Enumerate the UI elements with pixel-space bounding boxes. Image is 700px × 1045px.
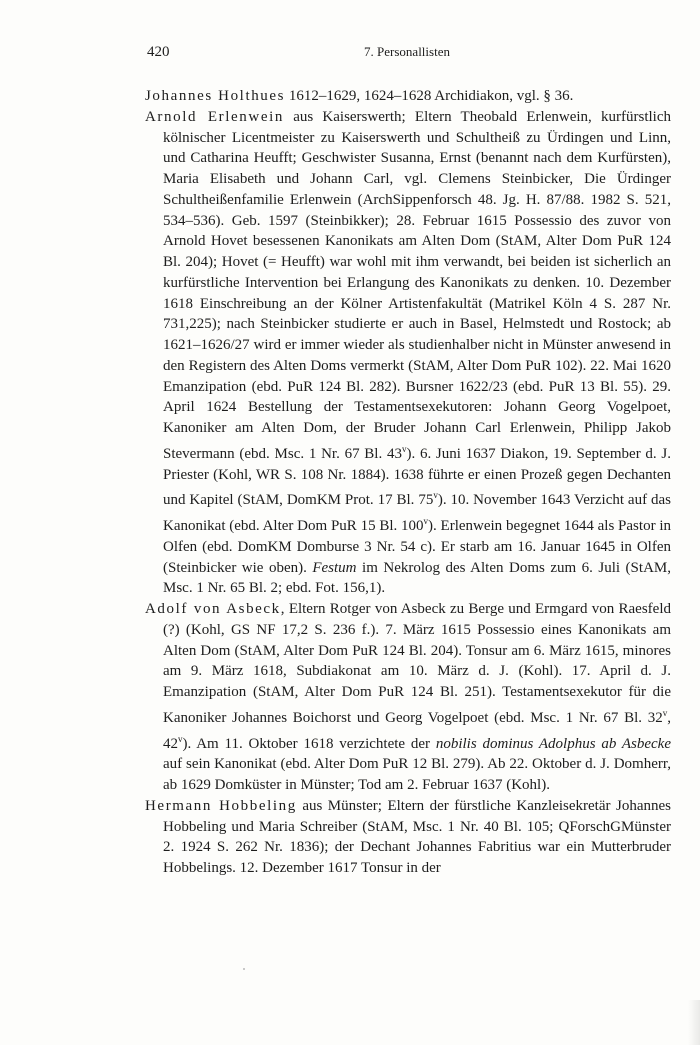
page-header (147, 44, 667, 66)
italic-text: nobilis dominus Adolphus ab Asbecke (435, 735, 671, 752)
scan-speck (243, 968, 245, 970)
entry-text: auf sein Kanonikat (ebd. Alter Dom PuR 12 Bl. 279). Ab 22. Oktober d. J. Domherr, ab 1629 Domküster in Münster; Tod am 2. Februar 1637 (Kohl). (163, 756, 671, 793)
verso-marker: v (423, 516, 429, 526)
entry-text: ). 6. Juni 1637 Diakon, 19. September d. J. Priester (Kohl, WR S. 108 Nr. 1884). 1638 führte er einen Prozeß gegen Dechanten und Kapitel (StAM, DomKM Prot. 17 Bl. 75 (163, 445, 672, 509)
person-name: Hermann Hobbeling (145, 797, 297, 814)
person-entry (145, 796, 671, 879)
entry-text: aus Kaiserswerth; Eltern Theobald Erlenwein, kurfürstlich kölnischer Licentmeister zu Kaiserswerth und Schultheiß zu Ürdingen und Linn, und Catharina Heufft; Geschwister Susanna, Ernst (benannt nach dem Kurfürsten), Maria Elisabeth und Johann Carl, vgl. Clemens Steinbicker, Die Ürdinger Schultheißenfamilie Erlenwein (ArchSippenforsch 48. Jg. H. 87/88. 1982 S. 521, 534–536). Geb. 1597 (Steinbikker); 28. Februar 1615 Possessio des zuvor von Arnold Hovet besessenen Kanonikats am Alten Dom (StAM, Alter Dom PuR 124 Bl. 204); Hovet (= Heufft) war wohl mit ihm verwandt, bei beiden ist sicherlich an kurfürstliche Intervention bei Erlangung des Kanonikats zu denken. 10. Dezember 1618 Einschreibung an der Kölner Artistenfakultät (Matrikel Köln 4 S. 287 Nr. 731,225); nach Steinbicker studierte er auch in Basel, Helmstedt und Rostock; ab 1621–1626/27 wird er immer wieder als studienhalber nicht in Münster anwesend in den Registern des Alten Doms vermerkt (StAM, Alter Dom PuR 102). 22. Mai 1620 Emanzipation (ebd. PuR 124 Bl. 282). Bursner 1622/23 (ebd. PuR 13 Bl. 55). 29. April 1624 Bestellung der Testamentsexekutoren: Johann Georg Vogelpoet, Kanoniker am Alten Dom, der Bruder Johann Carl Erlenwein, Philipp Jakob Stevermann (ebd. Msc. 1 Nr. 67 Bl. 43 (163, 108, 671, 462)
entry-list (145, 86, 671, 879)
italic-text: Festum (312, 559, 357, 576)
person-name: Adolf von Asbeck (145, 601, 281, 617)
entry-text: , Eltern Rotger von Asbeck zu Berge und Ermgard von Raesfeld (?) (Kohl, GS NF 17,2 S. 236 f.). 7. März 1615 Possessio eines Kanonikats am Alten Dom (StAM, Alter Dom PuR 124 Bl. 204). Tonsur am 6. März 1615, minores am 9. März 1618, Subdiakonat am 10. März d. J. (Kohl). 17. April d. J. Emanzipation (StAM, Alter Dom PuR 124 Bl. 251). Testamentsexekutor für die Kanoniker Johannes Boichorst und Georg Vogelpoet (ebd. Msc. 1 Nr. 67 Bl. 32 (163, 601, 671, 726)
entry-text: aus Münster; Eltern der fürstliche Kanzleisekretär Johannes Hobbeling und Maria Schreiber (StAM, Msc. 1 Nr. 40 Bl. 105; QForschGMünster 2. 1924 S. 262 Nr. 1836); der Dechant Johannes Fabritius war ein Mutterbruder Hobbelings. 12. Dezember 1617 Tonsur in der (163, 797, 671, 876)
page-number: 420 (147, 44, 170, 60)
entry-text: im Nekrolog des Alten Doms zum 6. Juli (StAM, Msc. 1 Nr. 65 Bl. 2; ebd. Fot. 156,1). (163, 559, 671, 597)
entry-text: ). 10. November 1643 Verzicht auf das Kanonikat (ebd. Alter Dom PuR 15 Bl. 100 (163, 492, 671, 534)
person-entry (145, 107, 671, 599)
entry-text: , 42 (163, 709, 671, 752)
person-entry (145, 86, 671, 107)
person-name: Arnold Erlenwein (145, 108, 284, 125)
person-name: Johannes Holthues (145, 88, 286, 104)
entry-text: 1612–1629, 1624–1628 Archidiakon, vgl. § 36. (285, 88, 574, 104)
verso-marker: v (662, 707, 668, 718)
running-head: 7. Personallisten (364, 44, 450, 59)
verso-marker: v (401, 443, 407, 454)
entry-text: ). Am 11. Oktober 1618 verzichtete der (182, 735, 436, 752)
verso-marker: v (178, 733, 183, 744)
page-edge-shadow (688, 1000, 700, 1045)
entry-text: ). Erlenwein begegnet 1644 als Pastor in Olfen (ebd. DomKM Domburse 3 Nr. 54 c). Er starb am 16. Januar 1645 in Olfen (Steinbicker wie oben). (163, 518, 671, 576)
person-entry (145, 599, 671, 796)
verso-marker: v (433, 490, 438, 501)
